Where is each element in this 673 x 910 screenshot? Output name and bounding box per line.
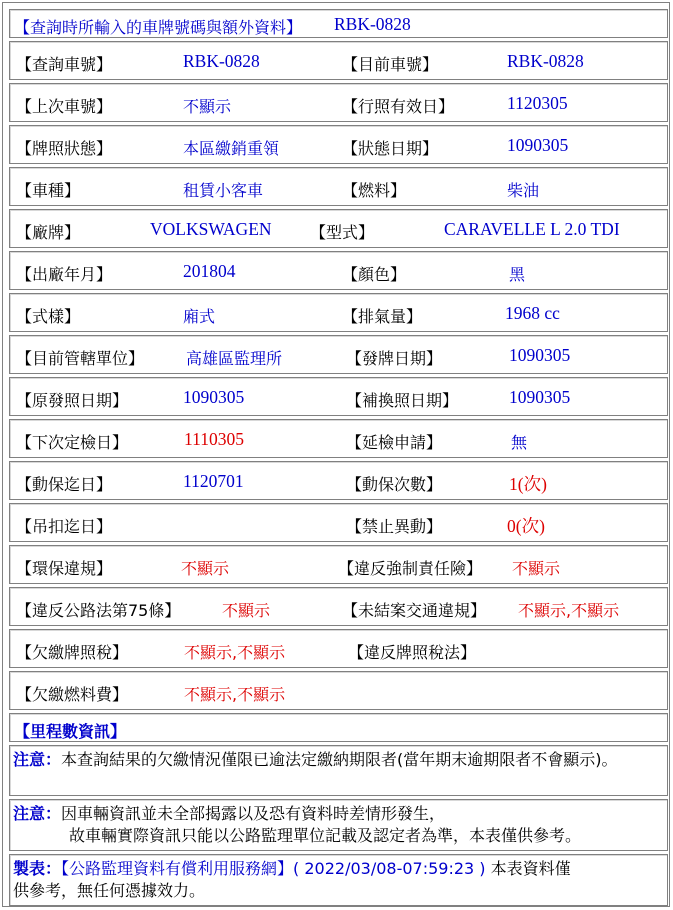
row-highway-act-violation [9, 587, 668, 626]
row-license-tax-arrears [9, 629, 668, 668]
row-previous-plate [9, 83, 668, 122]
source-name: 【公路監理資料有償利用服務網】 [61, 859, 294, 878]
field-label: 【違反公路法第75條】 [16, 601, 181, 620]
note-arrears [9, 745, 668, 796]
field-value: 1120305 [507, 93, 568, 113]
mileage-info-row [9, 713, 668, 742]
field-value: RBK-0828 [507, 51, 584, 71]
report-timestamp: ( 2022/03/08-07:59:23 ) [293, 859, 486, 878]
field-label: 【目前車號】 [342, 55, 439, 74]
field-label: 【目前管轄單位】 [16, 349, 145, 368]
field-label: 【狀態日期】 [342, 139, 439, 158]
field-value: 不顯示,不顯示 [184, 643, 286, 662]
field-value: 1968 cc [505, 303, 560, 323]
field-label: 【行照有效日】 [342, 97, 455, 116]
note-text [13, 858, 663, 902]
field-label: 【排氣量】 [342, 307, 423, 326]
row-brand [9, 209, 668, 248]
row-vehicle-type [9, 167, 668, 206]
row-plate-status [9, 125, 668, 164]
note-line-1-rest: 本表資料僅 [485, 859, 571, 878]
field-label: 【動保次數】 [346, 475, 443, 494]
field-label: 【型式】 [310, 223, 375, 242]
field-label: 【欠繳牌照稅】 [16, 643, 129, 662]
field-label: 【廠牌】 [16, 223, 81, 242]
field-value: 無 [511, 433, 528, 452]
note-prefix: 製表： [13, 859, 62, 878]
row-environmental-violation [9, 545, 668, 584]
field-value: 1090305 [509, 387, 571, 407]
field-label: 【原發照日期】 [16, 391, 129, 410]
field-label: 【式樣】 [16, 307, 81, 326]
field-label: 【未結案交通違規】 [342, 601, 487, 620]
field-value: 1090305 [507, 135, 569, 155]
field-label: 【下次定檢日】 [16, 433, 129, 452]
note-text [13, 803, 663, 847]
note-prefix: 注意： [13, 804, 62, 823]
field-label: 【牌照狀態】 [16, 139, 113, 158]
field-value: 不顯示 [512, 559, 561, 578]
note-line-2: 供參考，無任何憑據效力。 [13, 881, 206, 900]
field-label: 【查詢車號】 [16, 55, 113, 74]
field-label: 【違反強制責任險】 [338, 559, 483, 578]
field-label: 【出廠年月】 [16, 265, 113, 284]
field-label: 【吊扣迄日】 [16, 517, 113, 536]
row-manufacture-date [9, 251, 668, 290]
row-query-plate [9, 41, 668, 80]
field-value: RBK-0828 [183, 51, 260, 71]
field-value: 1090305 [183, 387, 245, 407]
field-label: 【燃料】 [342, 181, 407, 200]
field-label: 【上次車號】 [16, 97, 113, 116]
field-value: 1120701 [183, 471, 244, 491]
field-value: CARAVELLE L 2.0 TDI [444, 219, 620, 239]
field-label: 【欠繳燃料費】 [16, 685, 129, 704]
field-label: 【補換照日期】 [346, 391, 459, 410]
field-label: 【發牌日期】 [346, 349, 443, 368]
field-label: 【車種】 [16, 181, 81, 200]
field-value: 廂式 [183, 307, 216, 326]
field-value: 201804 [183, 261, 236, 281]
field-value: VOLKSWAGEN [150, 219, 272, 239]
field-value: 不顯示,不顯示 [184, 685, 286, 704]
field-value: 1(次) [509, 474, 547, 494]
field-label: 【環保違規】 [16, 559, 113, 578]
row-suspension [9, 503, 668, 542]
note-line-2: 故車輛實際資訊只能以公路監理單位記載及認定者為準，本表僅供參考。 [69, 826, 582, 845]
row-fuel-fee-arrears [9, 671, 668, 710]
field-value: 不顯示 [183, 97, 232, 116]
query-title-plate: RBK-0828 [334, 14, 411, 34]
mileage-info-label: 【里程數資訊】 [14, 722, 127, 741]
field-value: 0(次) [507, 516, 545, 536]
report-frame [2, 2, 670, 907]
row-jurisdiction [9, 335, 668, 374]
field-value: 1090305 [509, 345, 571, 365]
field-label: 【延檢申請】 [346, 433, 443, 452]
note-prefix: 注意： [13, 750, 62, 769]
row-body-style [9, 293, 668, 332]
field-value: 高雄區監理所 [186, 349, 283, 368]
field-value: 不顯示,不顯示 [518, 601, 620, 620]
report-source-note [9, 854, 668, 906]
query-title-label: 【查詢時所輸入的車牌號碼與額外資料】 [14, 18, 303, 37]
field-label: 【禁止異動】 [346, 517, 443, 536]
field-value: 租賃小客車 [183, 181, 264, 200]
field-value: 黑 [509, 265, 526, 284]
field-label: 【顏色】 [342, 265, 407, 284]
field-label: 【動保迄日】 [16, 475, 113, 494]
field-value: 柴油 [507, 181, 540, 200]
note-line-1: 因車輛資訊並未全部揭露以及恐有資料時差情形發生， [61, 804, 446, 823]
field-value: 本區繳銷重領 [183, 139, 280, 158]
note-disclaimer [9, 799, 668, 851]
note-text [13, 749, 663, 771]
field-value: 不顯示 [222, 601, 271, 620]
field-label: 【違反牌照稅法】 [348, 643, 477, 662]
row-next-inspection [9, 419, 668, 458]
row-original-issue-date [9, 377, 668, 416]
field-value: 1110305 [184, 429, 244, 449]
note-body: 本查詢結果的欠繳情況僅限已逾法定繳納期限者(當年期末逾期限者不會顯示)。 [61, 750, 618, 769]
row-chattel-mortgage [9, 461, 668, 500]
query-title-row [9, 9, 668, 38]
field-value: 不顯示 [181, 559, 230, 578]
